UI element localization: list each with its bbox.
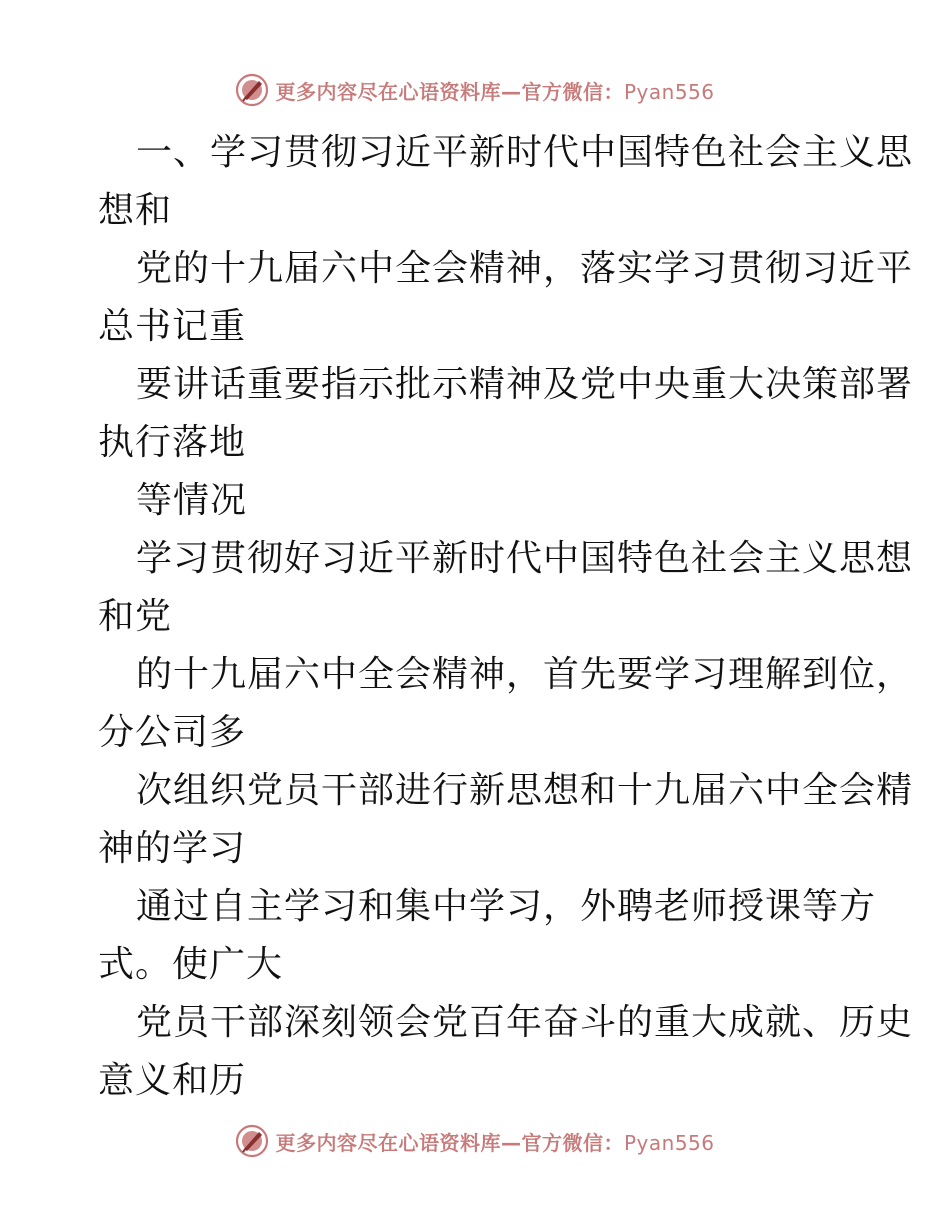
text-line: 党员干部深刻领会党百年奋斗的重大成就、历史 (136, 1002, 914, 1043)
watermark-wechat-id: Pyan556 (623, 1130, 715, 1155)
text-line: 总书记重 (98, 306, 247, 347)
text-line: 意义和历 (98, 1060, 247, 1101)
text-line: 的十九届六中全会精神，首先要学习理解到位， (136, 654, 914, 695)
text-line: 一、学习贯彻习近平新时代中国特色社会主义思 (136, 132, 914, 173)
watermark-message: 更多内容尽在心语资料库—官方微信： (275, 1130, 624, 1155)
text-line: 和党 (98, 596, 173, 637)
text-line: 等情况 (136, 480, 248, 521)
footer-watermark (0, 1121, 950, 1161)
text-line: 想和 (98, 190, 173, 231)
text-line: 分公司多 (98, 712, 247, 753)
watermark-wechat-id: Pyan556 (623, 79, 715, 104)
watermark-text (275, 1127, 714, 1156)
document-body (98, 124, 914, 1110)
text-line: 学习贯彻好习近平新时代中国特色社会主义思想 (136, 538, 914, 579)
text-line: 要讲话重要指示批示精神及党中央重大决策部署 (136, 364, 914, 405)
text-line: 次组织党员干部进行新思想和十九届六中全会精 (136, 770, 914, 811)
text-line: 通过自主学习和集中学习，外聘老师授课等方 (136, 886, 877, 927)
quill-logo-icon (235, 73, 269, 107)
text-line: 神的学习 (98, 828, 247, 869)
text-line: 式。使广大 (98, 944, 284, 985)
watermark-message: 更多内容尽在心语资料库—官方微信： (275, 79, 624, 104)
text-line: 执行落地 (98, 422, 247, 463)
quill-logo-icon (235, 1124, 269, 1158)
text-line: 党的十九届六中全会精神，落实学习贯彻习近平 (136, 248, 914, 289)
header-watermark (0, 70, 950, 110)
watermark-text (275, 76, 714, 105)
